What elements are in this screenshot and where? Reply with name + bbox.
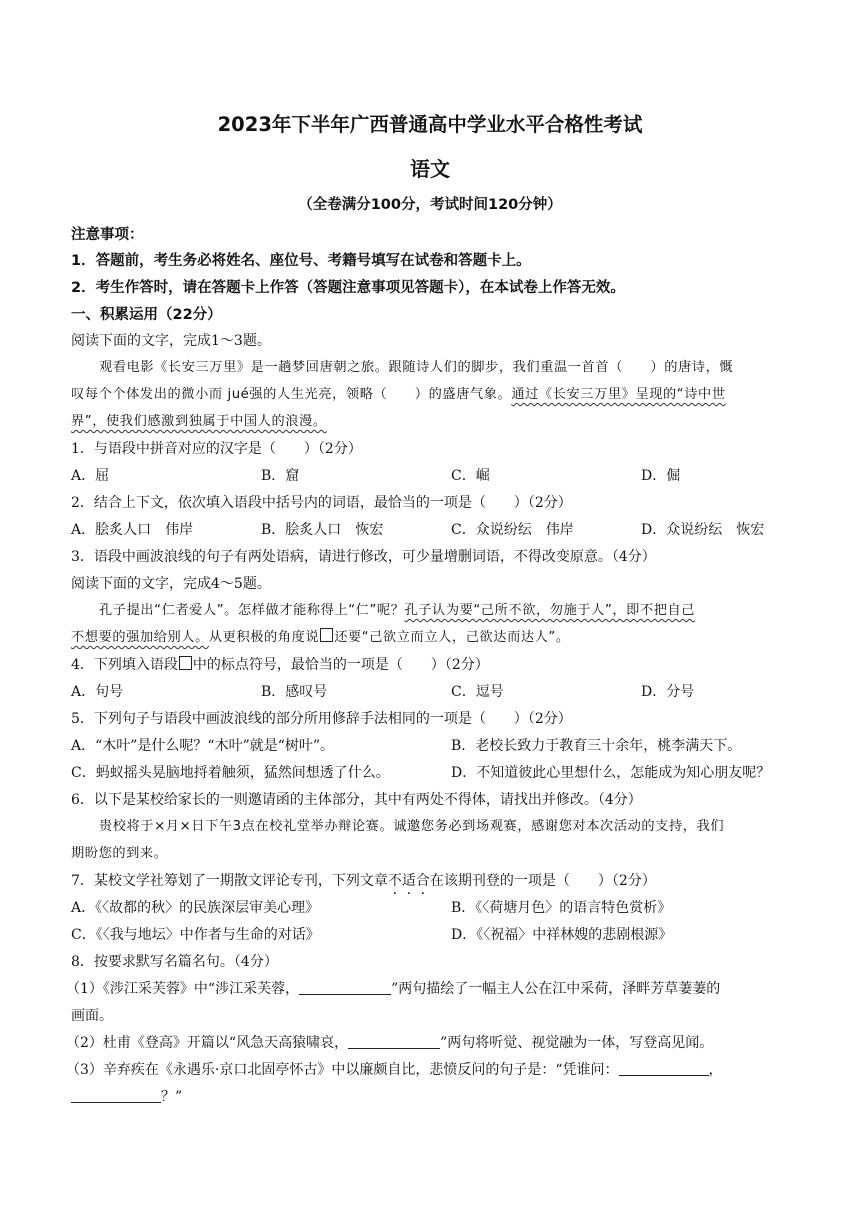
stem-text: （1）《涉江采芙蓉》中“涉江采芙蓉， bbox=[66, 981, 300, 997]
wavy-underlined-sentence: 孔子认为要“己所不欲，勿施于人”，即不把自己 bbox=[404, 603, 696, 618]
question-4-stem bbox=[71, 655, 792, 675]
option-b: B．脍炙人口 恢宏 bbox=[261, 522, 384, 538]
option-a: A．句号 bbox=[71, 684, 124, 700]
passage-line bbox=[71, 412, 792, 432]
answer-blank[interactable] bbox=[71, 1088, 161, 1103]
answer-blank[interactable] bbox=[299, 980, 391, 995]
option-a: A．“木叶”是什么呢？“木叶”就是“树叶”。 bbox=[71, 738, 335, 754]
passage-text: 还要“己欲立而立人，己欲达而达人”。 bbox=[334, 630, 570, 645]
stem-text: ”两句描绘了一幅主人公在江中采荷，泽畔芳草萋萋的 bbox=[391, 981, 721, 997]
question-7-options-row1 bbox=[71, 898, 792, 918]
passage-text: 孔子提出“仁者爱人”。怎样做才能称得上“仁”呢？ bbox=[99, 603, 405, 618]
question-8-part-1 bbox=[66, 979, 792, 999]
option-d: D．《〈祝福〉中祥林嫂的悲剧根源》 bbox=[451, 927, 673, 943]
passage-line bbox=[71, 628, 792, 648]
passage-line: 观看电影《长安三万里》是一趟梦回唐朝之旅。跟随诗人们的脚步，我们重温一首首（ ）的唐诗，慨 bbox=[99, 360, 734, 375]
question-2-options bbox=[71, 520, 792, 540]
question-5-options-row1 bbox=[71, 736, 792, 756]
question-6-stem: 6．以下是某校给家长的一则邀请函的主体部分，其中有两处不得体，请找出并修改。（4分） bbox=[71, 792, 642, 808]
option-a: A．屈 bbox=[71, 468, 110, 484]
question-5-options-row2 bbox=[71, 763, 792, 783]
emphasis-char: 合 bbox=[415, 873, 430, 889]
option-a: A．脍炙人口 伟岸 bbox=[71, 522, 194, 538]
stem-text: ？” bbox=[161, 1089, 183, 1105]
notice-item: 1．答题前，考生务必将姓名、座位号、考籍号填写在试卷和答题卡上。 bbox=[71, 253, 531, 269]
question-3-stem: 3．语段中画波浪线的句子有两处语病，请进行修改，可少量增删词语，不得改变原意。（4分） bbox=[71, 549, 656, 565]
emphasis-char: 不 bbox=[387, 873, 402, 889]
question-7-stem bbox=[71, 871, 792, 891]
blank-box bbox=[179, 656, 192, 670]
option-b: B．《〈荷塘月色〉的语言特色赏析》 bbox=[451, 900, 672, 916]
stem-text: 7．某校文学社筹划了一期散文评论专刊，下列文章 bbox=[71, 873, 388, 889]
question-4-options bbox=[71, 682, 792, 702]
stem-text: 在该期刊登的一项是（ ）（2分） bbox=[429, 873, 656, 889]
exam-title: 2023年下半年广西普通高中学业水平合格性考试 bbox=[217, 113, 643, 136]
wavy-underlined-sentence: 不想要的强加给别人。 bbox=[71, 630, 209, 645]
question-2-stem: 2．结合上下文，依次填入语段中括号内的词语，最恰当的一项是（ ）（2分） bbox=[71, 495, 572, 511]
stem-text: （2）杜甫《登高》开篇以“风急天高猿啸哀， bbox=[66, 1035, 349, 1051]
blank-box bbox=[320, 628, 333, 642]
option-b: B．老校长致力于教育三十余年，桃李满天下。 bbox=[451, 738, 742, 754]
passage-line bbox=[71, 601, 792, 621]
option-c: C．崛 bbox=[451, 468, 490, 484]
passage-line bbox=[71, 385, 792, 405]
section-heading: 一、积累运用（22分） bbox=[71, 307, 222, 323]
stem-text: 中的标点符号，最恰当的一项是（ ）（2分） bbox=[192, 657, 489, 673]
emphasis-char: 适 bbox=[401, 873, 416, 889]
option-d: D．众说纷纭 恢宏 bbox=[641, 522, 765, 538]
question-7-options-row2 bbox=[71, 925, 792, 945]
option-c: C．众说纷纭 伟岸 bbox=[451, 522, 574, 538]
question-8-stem: 8．按要求默写名篇名句。（4分） bbox=[71, 954, 278, 970]
question-8-part-3-cont bbox=[71, 1087, 792, 1107]
question-8-part-3 bbox=[66, 1060, 792, 1080]
stem-text: 4．下列填入语段 bbox=[71, 657, 178, 673]
option-d: D．倔 bbox=[641, 468, 681, 484]
wavy-underlined-sentence: 通过《长安三万里》呈现的“诗中世 bbox=[511, 387, 726, 402]
invitation-line: 期盼您的到来。 bbox=[71, 846, 168, 861]
wavy-underlined-sentence: 界”，使我们感激到独属于中国人的浪漫。 bbox=[71, 414, 327, 429]
exam-meta: （全卷满分100分，考试时间120分钟） bbox=[298, 197, 562, 213]
option-d: D．不知道彼此心里想什么，怎能成为知心朋友呢？ bbox=[451, 765, 771, 781]
passage-text: 从更积极的角度说 bbox=[208, 630, 320, 645]
invitation-line: 贵校将于×月×日下午3点在校礼堂举办辩论赛。诚邀您务必到场观赛，感谢您对本次活动的支持，我们 bbox=[99, 819, 725, 834]
option-b: B．窟 bbox=[261, 468, 300, 484]
option-c: C．逗号 bbox=[451, 684, 504, 700]
subject-title: 语文 bbox=[410, 157, 450, 181]
notice-heading: 注意事项： bbox=[71, 227, 144, 243]
question-1-stem: 1．与语段中拼音对应的汉字是（ ）（2分） bbox=[71, 441, 362, 457]
option-c: C．蚂蚁摇头晃脑地捋着触须，猛然间想透了什么。 bbox=[71, 765, 390, 781]
reading-intro: 阅读下面的文字，完成4～5题。 bbox=[71, 576, 271, 592]
question-8-part-2 bbox=[66, 1033, 792, 1053]
option-c: C．《〈我与地坛〉中作者与生命的对话》 bbox=[71, 927, 320, 943]
stem-text: （3）辛弃疾在《永遇乐·京口北固亭怀古》中以廉颇自比，悲愤反问的句子是：“凭谁问： bbox=[66, 1062, 619, 1078]
passage-text: 叹每个个体发出的微小而 jué强的人生光亮，领略（ ）的盛唐气象。 bbox=[71, 387, 512, 402]
answer-blank[interactable] bbox=[619, 1061, 709, 1076]
answer-blank[interactable] bbox=[348, 1034, 440, 1049]
notice-item: 2．考生作答时，请在答题卡上作答（答题注意事项见答题卡），在本试卷上作答无效。 bbox=[71, 280, 625, 296]
option-d: D．分号 bbox=[641, 684, 695, 700]
reading-intro: 阅读下面的文字，完成1～3题。 bbox=[71, 333, 271, 349]
question-8-part-1-cont: 画面。 bbox=[71, 1008, 113, 1024]
question-1-options bbox=[71, 466, 792, 486]
option-a: A．《〈故都的秋〉的民族深层审美心理》 bbox=[71, 900, 320, 916]
option-b: B．感叹号 bbox=[261, 684, 328, 700]
stem-text: ”两句将听觉、视觉融为一体，写登高见闻。 bbox=[440, 1035, 714, 1051]
stem-text: ， bbox=[708, 1062, 723, 1078]
question-5-stem: 5．下列句子与语段中画波浪线的部分所用修辞手法相同的一项是（ ）（2分） bbox=[71, 711, 572, 727]
